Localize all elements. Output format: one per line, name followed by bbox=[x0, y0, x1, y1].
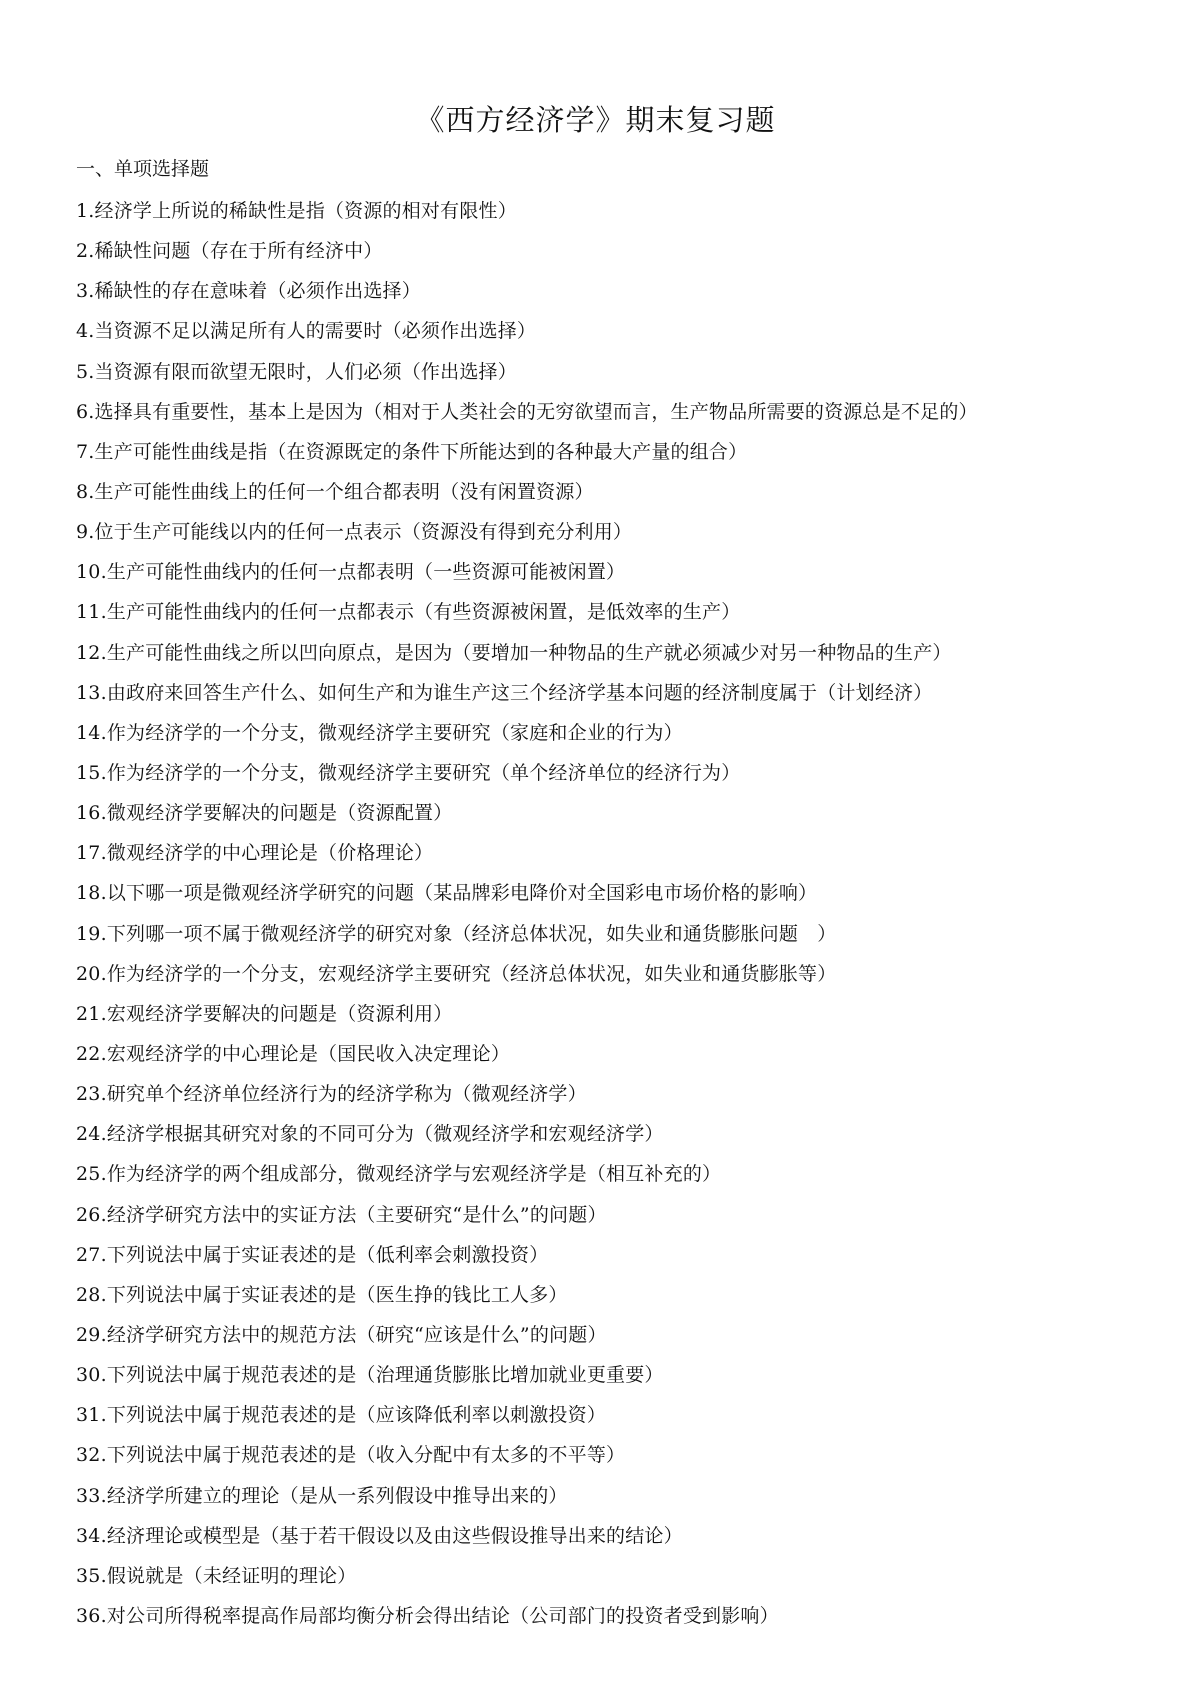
question-item-14: 14.作为经济学的一个分支，微观经济学主要研究（家庭和企业的行为） bbox=[76, 721, 683, 744]
question-item-34: 34.经济理论或模型是（基于若干假设以及由这些假设推导出来的结论） bbox=[76, 1524, 683, 1547]
question-item-30: 30.下列说法中属于规范表述的是（治理通货膨胀比增加就业更重要） bbox=[76, 1364, 664, 1387]
question-item-2: 2.稀缺性问题（存在于所有经济中） bbox=[76, 240, 383, 263]
question-item-24: 24.经济学根据其研究对象的不同可分为（微观经济学和宏观经济学） bbox=[76, 1123, 664, 1146]
question-item-12: 12.生产可能性曲线之所以凹向原点，是因为（要增加一种物品的生产就必须减少对另一种物品的生产） bbox=[76, 641, 952, 664]
question-item-18: 18.以下哪一项是微观经济学研究的问题（某品牌彩电降价对全国彩电市场价格的影响） bbox=[76, 882, 818, 905]
question-item-15: 15.作为经济学的一个分支，微观经济学主要研究（单个经济单位的经济行为） bbox=[76, 761, 741, 784]
question-item-17: 17.微观经济学的中心理论是（价格理论） bbox=[76, 842, 434, 865]
question-item-3: 3.稀缺性的存在意味着（必须作出选择） bbox=[76, 280, 421, 303]
question-item-32: 32.下列说法中属于规范表述的是（收入分配中有太多的不平等） bbox=[76, 1444, 626, 1467]
question-item-31: 31.下列说法中属于规范表述的是（应该降低利率以刺激投资） bbox=[76, 1404, 607, 1427]
question-item-35: 35.假说就是（未经证明的理论） bbox=[76, 1564, 357, 1587]
question-item-25: 25.作为经济学的两个组成部分，微观经济学与宏观经济学是（相互补充的） bbox=[76, 1163, 722, 1186]
question-item-27: 27.下列说法中属于实证表述的是（低利率会刺激投资） bbox=[76, 1243, 549, 1266]
question-item-11: 11.生产可能性曲线内的任何一点都表示（有些资源被闲置，是低效率的生产） bbox=[76, 601, 741, 624]
question-item-21: 21.宏观经济学要解决的问题是（资源利用） bbox=[76, 1002, 453, 1025]
question-item-20: 20.作为经济学的一个分支，宏观经济学主要研究（经济总体状况，如失业和通货膨胀等） bbox=[76, 962, 837, 985]
question-item-26: 26.经济学研究方法中的实证方法（主要研究“是什么”的问题） bbox=[76, 1203, 607, 1226]
question-item-5: 5.当资源有限而欲望无限时，人们必须（作出选择） bbox=[76, 360, 517, 383]
question-item-7: 7.生产可能性曲线是指（在资源既定的条件下所能达到的各种最大产量的组合） bbox=[76, 440, 748, 463]
question-item-19: 19.下列哪一项不属于微观经济学的研究对象（经济总体状况，如失业和通货膨胀问题 ） bbox=[76, 922, 837, 945]
question-item-22: 22.宏观经济学的中心理论是（国民收入决定理论） bbox=[76, 1042, 511, 1065]
question-item-23: 23.研究单个经济单位经济行为的经济学称为（微观经济学） bbox=[76, 1083, 587, 1106]
section-heading: 一、单项选择题 bbox=[76, 158, 210, 180]
question-item-4: 4.当资源不足以满足所有人的需要时（必须作出选择） bbox=[76, 320, 537, 343]
question-item-29: 29.经济学研究方法中的规范方法（研究“应该是什么”的问题） bbox=[76, 1323, 607, 1346]
question-item-13: 13.由政府来回答生产什么、如何生产和为谁生产这三个经济学基本问题的经济制度属于（计划经济） bbox=[76, 681, 933, 704]
question-item-16: 16.微观经济学要解决的问题是（资源配置） bbox=[76, 802, 453, 825]
question-list bbox=[76, 198, 1156, 1643]
question-item-10: 10.生产可能性曲线内的任何一点都表明（一些资源可能被闲置） bbox=[76, 561, 626, 584]
question-item-28: 28.下列说法中属于实证表述的是（医生挣的钱比工人多） bbox=[76, 1283, 568, 1306]
question-item-9: 9.位于生产可能线以内的任何一点表示（资源没有得到充分利用） bbox=[76, 521, 633, 544]
question-item-8: 8.生产可能性曲线上的任何一个组合都表明（没有闲置资源） bbox=[76, 480, 594, 503]
question-item-33: 33.经济学所建立的理论（是从一系列假设中推导出来的） bbox=[76, 1484, 568, 1507]
question-item-1: 1.经济学上所说的稀缺性是指（资源的相对有限性） bbox=[76, 200, 517, 222]
question-item-6: 6.选择具有重要性，基本上是因为（相对于人类社会的无穷欲望而言，生产物品所需要的资源总是不足的） bbox=[76, 400, 978, 423]
document-title: 《西方经济学》期末复习题 bbox=[415, 103, 776, 137]
question-item-36: 36.对公司所得税率提高作局部均衡分析会得出结论（公司部门的投资者受到影响） bbox=[76, 1604, 779, 1627]
